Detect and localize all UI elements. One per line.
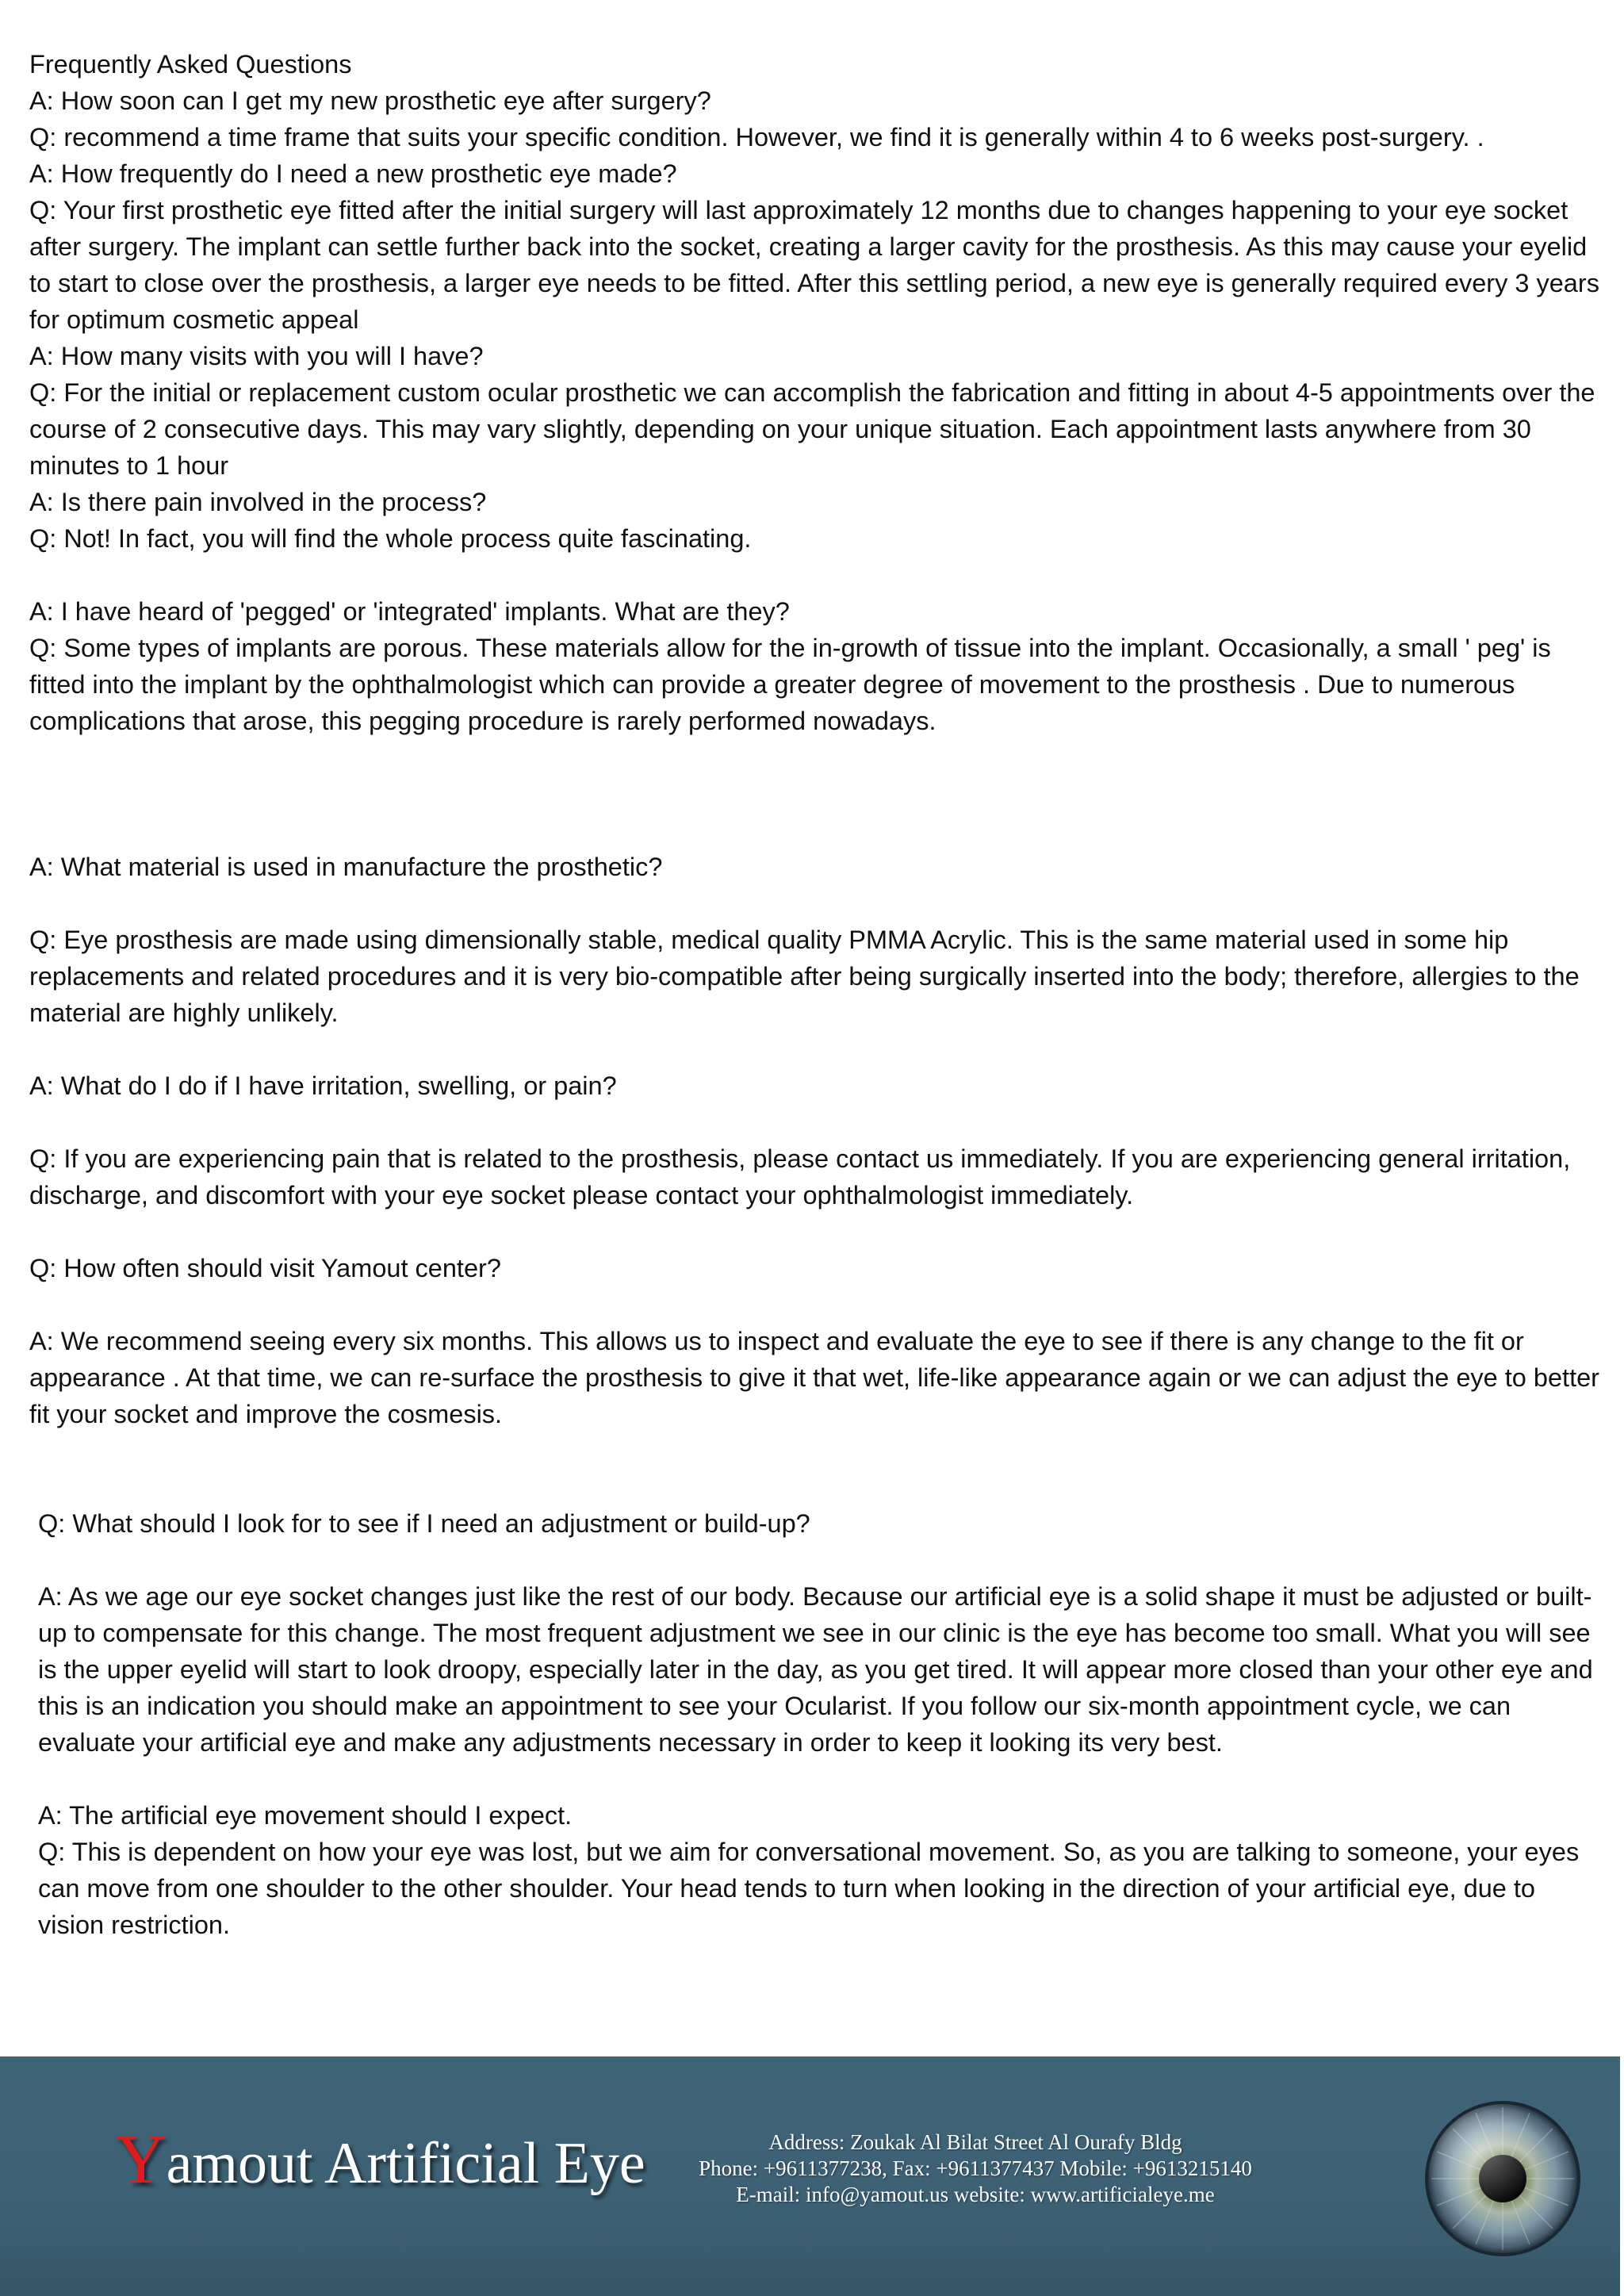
contact-address: Address: Zoukak Al Bilat Street Al Ourafy Bldg [768,2130,1182,2154]
faq-indented-section [29,1505,1603,1943]
faq-title: Frequently Asked Questions [29,50,352,79]
contact-info [698,2129,1253,2208]
faq-question: A: The artificial eye movement should I expect. [38,1801,573,1830]
faq-answer: A: We recommend seeing every six months. This allows us to inspect and evaluate the eye to see if there is any change to the fit or appearance . At that time, we can re-surface the prosthesis to give it that wet, life-like appearance again or we can adjust the eye to better fit your socket and improve the cosmesis. [29,1327,1600,1428]
faq-question: A: What material is used in manufacture the prosthetic? [29,853,663,881]
eye-iris-icon [1423,2099,1582,2258]
brand-logo-text [116,2120,645,2200]
contact-phone: Phone: +9611377238, Fax: +9611377437 Mobile: +9613215140 [699,2156,1252,2180]
faq-answer: A: As we age our eye socket changes just like the rest of our body. Because our artificial eye is a solid shape it must be adjusted or built-up to compensate for this change. The most frequent adjustment we see in our clinic is the eye has become too small. What you will see is the upper eyelid will start to look droopy, especially later in the day, as you get tired. It will appear more closed than your other eye and this is an indication you should make an appointment to see your Ocularist. If you follow our six-month appointment cycle, we can evaluate your artificial eye and make any adjustments necessary in order to keep it looking its very best. [38,1582,1593,1757]
faq-answer: Q: Eye prosthesis are made using dimensionally stable, medical quality PMMA Acrylic. This is the same material used in some hip replacements and related procedures and it is very bio-compatible after being surgically inserted into the body; therefore, allergies to the material are highly unlikely. [29,926,1580,1027]
faq-answer: Q: Some types of implants are porous. These materials allow for the in-growth of tissue into the implant. Occasionally, a small ' peg' is fitted into the implant by the ophthalmologist which can provide a greater degree of movement to the prosthesis . Due to numerous complications that arose, this pegging procedure is rarely performed nowadays. [29,634,1551,735]
contact-email: E-mail: info@yamout.us website: www.artificialeye.me [736,2183,1215,2206]
faq-question: A: What do I do if I have irritation, swelling, or pain? [29,1071,617,1100]
faq-question: Q: What should I look for to see if I need an adjustment or build-up? [38,1509,810,1538]
faq-question: A: How many visits with you will I have? [29,342,484,370]
faq-answer: Q: If you are experiencing pain that is related to the prosthesis, please contact us immediately. If you are experiencing general irritation, discharge, and discomfort with your eye socket please contact your ophthalmologist immediately. [29,1144,1571,1209]
footer-banner [0,2056,1620,2296]
brand-initial: Y [116,2122,167,2198]
faq-answer: Q: Your first prosthetic eye fitted after the initial surgery will last approximately 12 months due to changes happening to your eye socket after surgery. The implant can settle further back into the socket, creating a larger cavity for the prosthesis. As this may cause your eyelid to start to close over the prosthesis, a larger eye needs to be fitted. After this settling period, a new eye is generally required every 3 years for optimum cosmetic appeal [29,196,1599,334]
faq-question: A: I have heard of 'pegged' or 'integrated' implants. What are they? [29,597,790,626]
faq-question: A: How frequently do I need a new prosthetic eye made? [29,159,677,188]
faq-answer: Q: recommend a time frame that suits your specific condition. However, we find it is generally within 4 to 6 weeks post-surgery. . [29,123,1484,151]
faq-answer: Q: This is dependent on how your eye was lost, but we aim for conversational movement. So, as you are talking to someone, your eyes can move from one shoulder to the other shoulder. Your head tends to turn when looking in the direction of your artificial eye, due to vision restriction. [38,1838,1580,1939]
faq-question: A: How soon can I get my new prosthetic eye after surgery? [29,86,711,115]
brand-name: amout Artificial Eye [166,2131,645,2196]
faq-answer: Q: Not! In fact, you will find the whole process quite fascinating. [29,524,752,553]
faq-question: Q: How often should visit Yamout center? [29,1254,501,1282]
faq-question: A: Is there pain involved in the process? [29,488,487,516]
faq-content [29,46,1603,1943]
faq-answer: Q: For the initial or replacement custom ocular prosthetic we can accomplish the fabrication and fitting in about 4-5 appointments over the course of 2 consecutive days. This may vary slightly, depending on your unique situation. Each appointment lasts anywhere from 30 minutes to 1 hour [29,378,1595,480]
